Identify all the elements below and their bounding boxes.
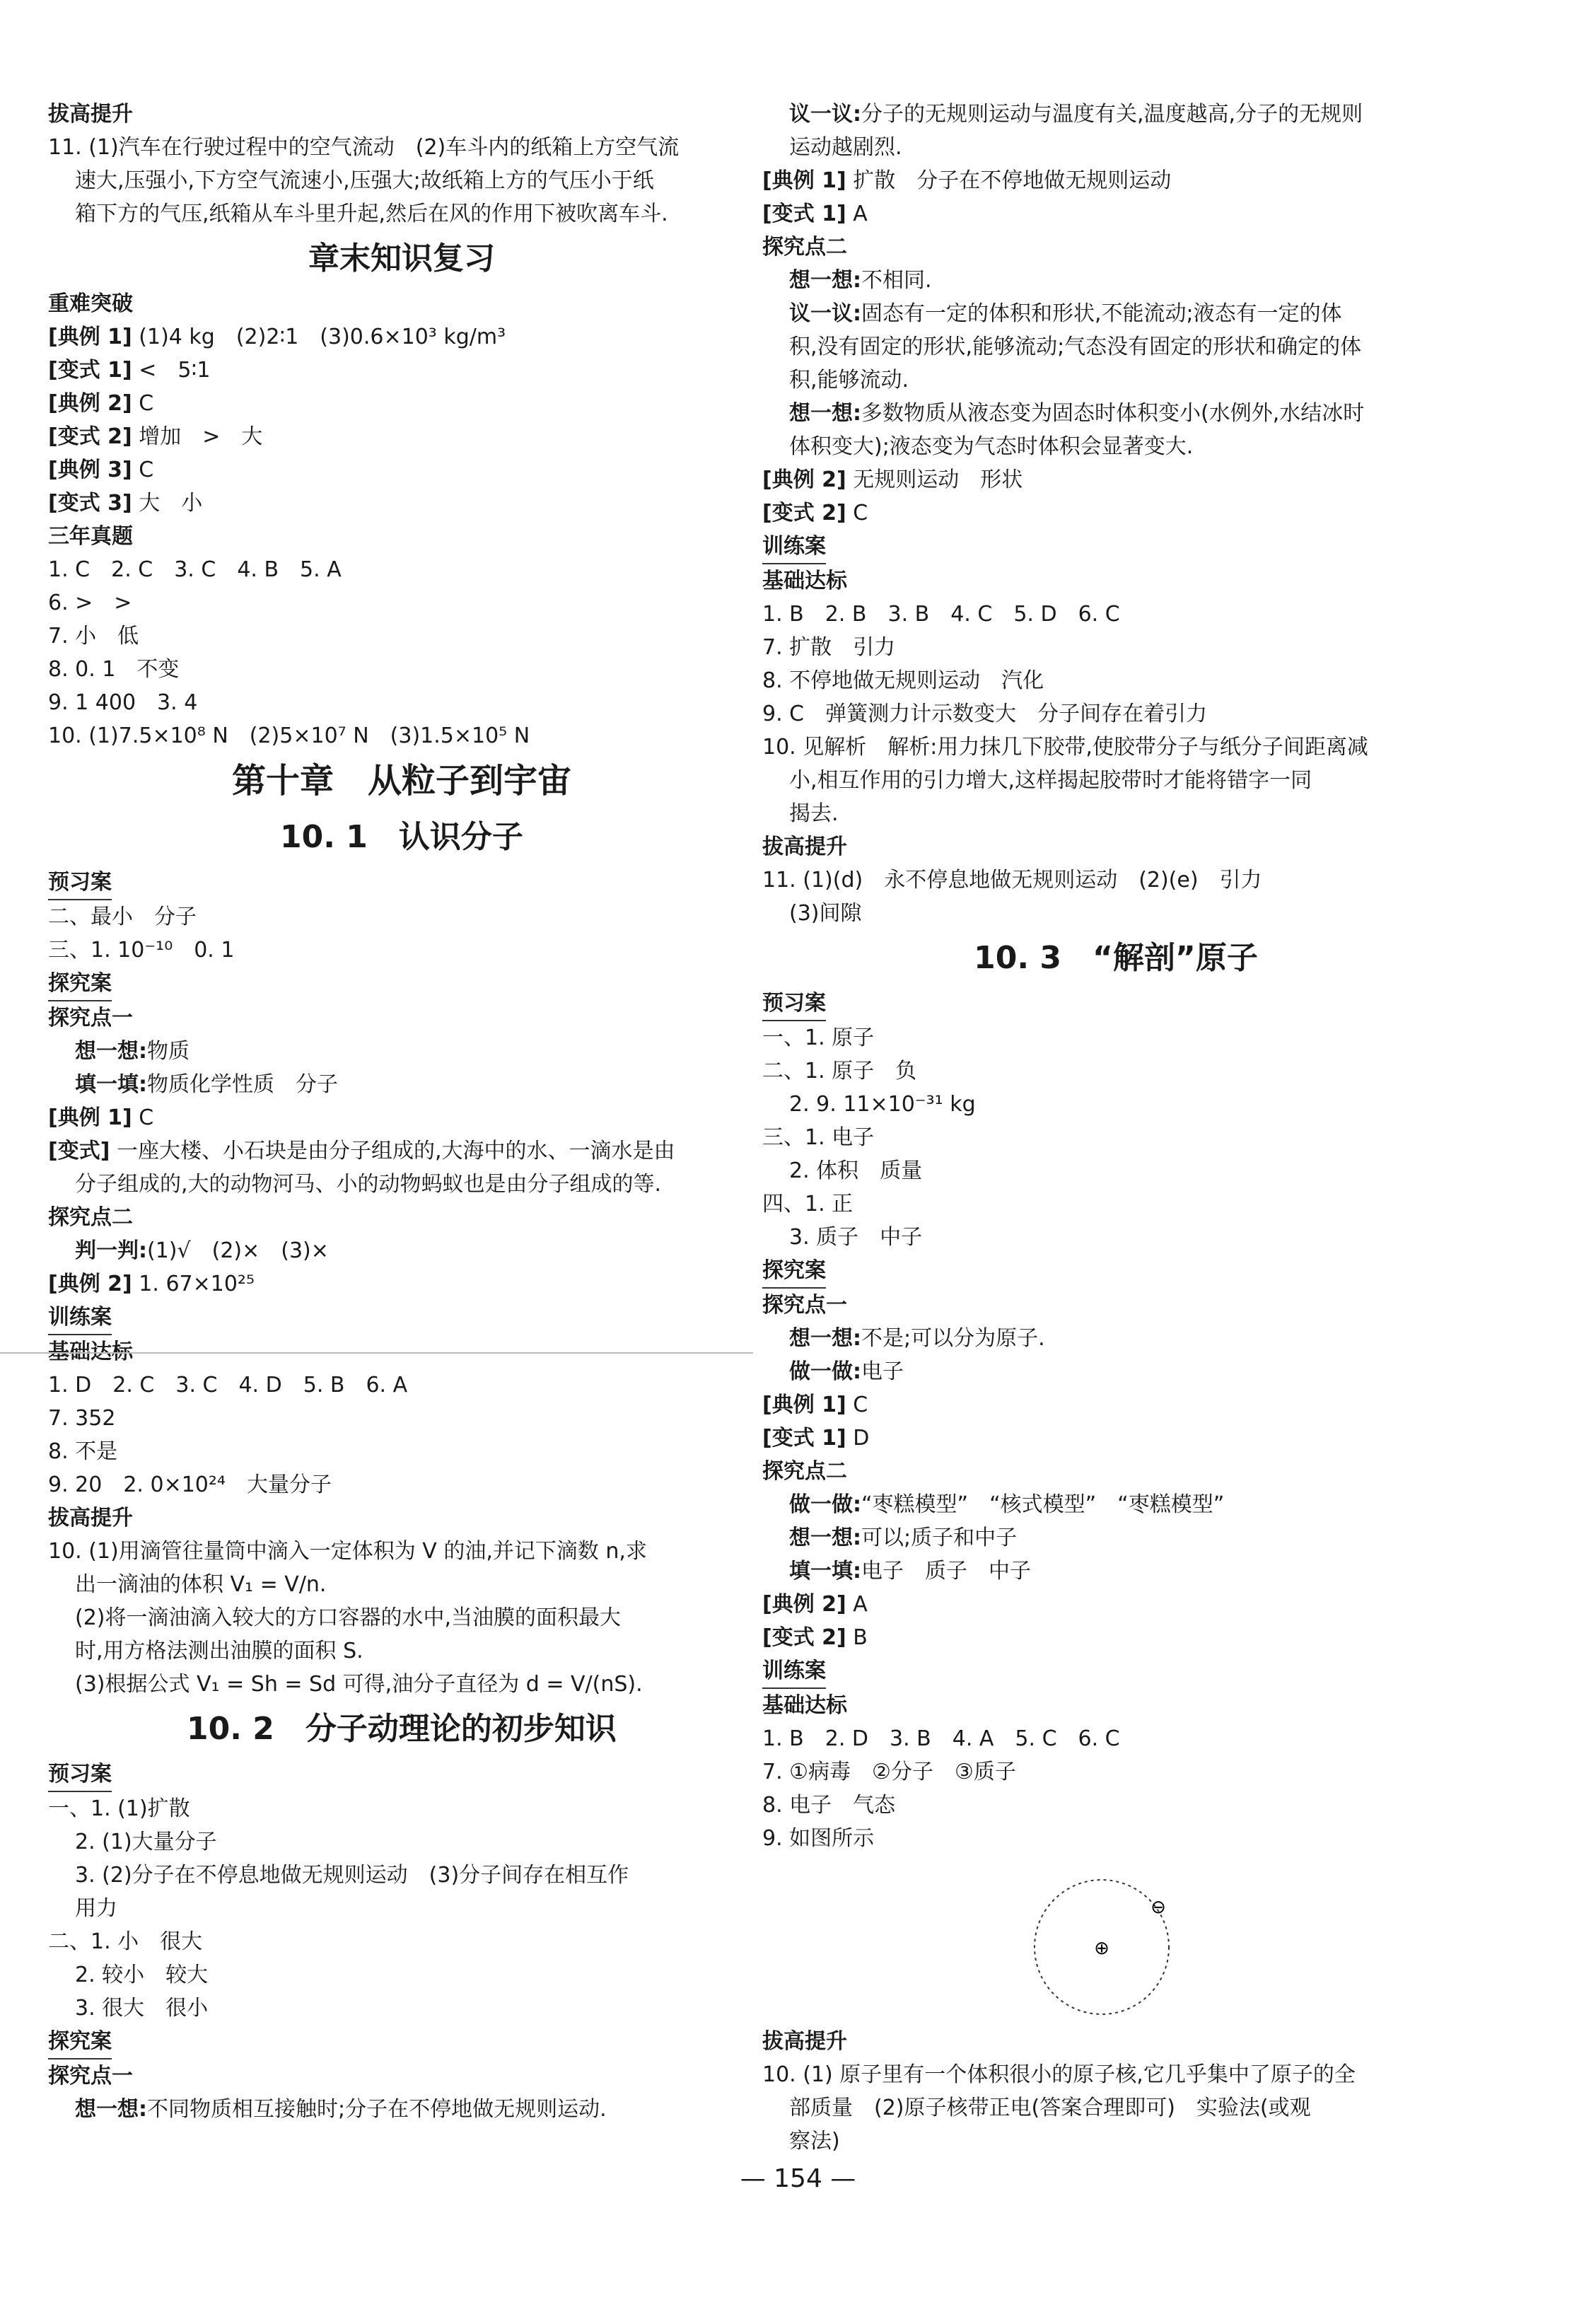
- section-heading: 章末知识复习: [308, 240, 495, 277]
- answer-label: 想一想:: [789, 1326, 861, 1351]
- answer-line: [48, 1234, 755, 1267]
- answer-line: [48, 1435, 755, 1468]
- answer-line: [48, 1925, 755, 1958]
- answer-label: [典例 1]: [762, 168, 846, 193]
- section-label: 探究点二: [762, 235, 847, 260]
- answer-line: [762, 297, 1469, 330]
- answer-text: 2. 9. 11×10⁻³¹ kg: [789, 1092, 976, 1117]
- section-label: 探究点一: [762, 1293, 847, 1318]
- answer-line: [762, 330, 1469, 364]
- answer-line: [48, 487, 755, 520]
- atom-model-diagram: [1024, 1869, 1179, 2025]
- answer-line: [48, 1535, 755, 1568]
- answer-label: 判一判:: [75, 1238, 147, 1263]
- section-tag-row: [48, 967, 755, 1001]
- answer-text: 7. 小 低: [48, 624, 139, 649]
- answer-text: “枣糕模型” “核式模型” “枣糕模型”: [861, 1492, 1225, 1517]
- answer-text: 增加 > 大: [132, 424, 263, 449]
- answer-line: [762, 430, 1469, 463]
- answer-text: 用力: [75, 1896, 117, 1921]
- answer-text: 8. 不停地做无规则运动 汽化: [762, 668, 1044, 693]
- answer-text: 不相同.: [861, 268, 932, 293]
- answer-text: 7. ①病毒 ②分子 ③质子: [762, 1760, 1016, 1784]
- answer-text: 三、1. 10⁻¹⁰ 0. 1: [48, 938, 235, 963]
- answer-label: 议一议:: [789, 102, 861, 127]
- answer-text: (3)根据公式 V₁ = Sh = Sd 可得,油分子直径为 d = V/(nS).: [75, 1672, 643, 1697]
- answer-label: [变式 2]: [48, 424, 132, 449]
- answer-text: 二、1. 原子 负: [762, 1059, 917, 1083]
- answer-text: 7. 扩散 引力: [762, 635, 896, 660]
- answer-line: [762, 496, 1469, 530]
- answer-line: [48, 1892, 755, 1925]
- answer-line: [762, 1422, 1469, 1455]
- scan-fold-line: [0, 1352, 753, 1354]
- answer-text: 电子 质子 中子: [861, 1559, 1031, 1584]
- answer-line: [48, 686, 755, 719]
- answer-label: [变式 2]: [762, 501, 846, 525]
- answer-text: 二、1. 小 很大: [48, 1929, 203, 1954]
- answer-label: 想一想:: [75, 2097, 147, 2122]
- answer-line: [48, 1634, 755, 1668]
- answer-line: [762, 897, 1469, 930]
- answer-line: [762, 1187, 1469, 1221]
- answer-line: [762, 2091, 1469, 2125]
- answer-line: [762, 1755, 1469, 1789]
- section-heading: 10. 2 分子动理论的初步知识: [187, 1711, 617, 1747]
- answer-label: [典例 1]: [762, 1393, 846, 1417]
- answer-text: 8. 不是: [48, 1439, 118, 1464]
- answer-text: B: [846, 1625, 868, 1650]
- answer-label: 想一想:: [789, 268, 861, 293]
- section-tag-row: [762, 1654, 1469, 1689]
- answer-text: 10. (1)7.5×10⁸ N (2)5×10⁷ N (3)1.5×10⁵ N: [48, 724, 530, 748]
- answer-line: [762, 463, 1469, 496]
- answer-line: [48, 131, 755, 164]
- answer-text: 运动越剧烈.: [789, 135, 902, 160]
- answer-text: 1. C 2. C 3. C 4. B 5. A: [48, 557, 342, 582]
- answer-text: 速大,压强小,下方空气流速小,压强大;故纸箱上方的气压小于纸: [75, 168, 654, 193]
- answer-text: 7. 352: [48, 1406, 116, 1431]
- answer-label: [典例 1]: [48, 325, 132, 349]
- answer-text: 一座大楼、小石块是由分子组成的,大海中的水、一滴水是由: [110, 1139, 675, 1163]
- answer-text: 11. (1)(d) 永不停息地做无规则运动 (2)(e) 引力: [762, 868, 1262, 893]
- answer-line: [762, 1154, 1469, 1187]
- answer-label: [变式 3]: [48, 491, 132, 516]
- answer-line: [48, 934, 755, 967]
- answer-text: 三、1. 电子: [762, 1125, 875, 1150]
- answer-text: (2)将一滴油滴入较大的方口容器的水中,当油膜的面积最大: [75, 1605, 622, 1630]
- answer-text: < 5∶1: [132, 358, 211, 383]
- answer-label: 填一填:: [75, 1072, 147, 1097]
- section-tag-row: [762, 530, 1469, 564]
- answer-line: [762, 697, 1469, 731]
- answer-line: [48, 719, 755, 753]
- answer-text: C: [132, 391, 154, 416]
- answer-text: 揭去.: [789, 801, 839, 826]
- answer-line: [762, 631, 1469, 664]
- answer-line: [48, 1668, 755, 1701]
- section-tag: 预习案: [48, 1757, 112, 1792]
- answer-text: C: [846, 1393, 868, 1417]
- section-label: 基础达标: [762, 569, 847, 593]
- answer-line: [762, 764, 1469, 797]
- answer-line: [48, 620, 755, 653]
- answer-text: 出一滴油的体积 V₁ = V/n.: [75, 1572, 327, 1597]
- answer-line: [762, 731, 1469, 764]
- section-tag: 训练案: [762, 1654, 826, 1689]
- answer-line: [762, 598, 1469, 631]
- answer-line: [762, 1054, 1469, 1088]
- answer-text: 积,没有固定的形状,能够流动;气态没有固定的形状和确定的体: [789, 335, 1362, 359]
- answer-line: [762, 131, 1469, 164]
- section-label: 探究点一: [48, 1006, 133, 1030]
- answer-text: A: [846, 1592, 868, 1617]
- answer-line: [762, 1121, 1469, 1154]
- section-label: 重难突破: [48, 291, 133, 316]
- answer-label: [变式 1]: [48, 358, 132, 383]
- answer-line: [48, 2093, 755, 2126]
- answer-label: 填一填:: [789, 1559, 861, 1584]
- answer-line: [762, 1521, 1469, 1555]
- answer-line: [48, 1792, 755, 1825]
- section-tag-row: [48, 2025, 755, 2059]
- section-tag-row: [762, 987, 1469, 1021]
- answer-text: 10. 见解析 解析:用力抹几下胶带,使胶带分子与纸分子间距离减: [762, 735, 1368, 760]
- page-number: — 154 —: [740, 2164, 856, 2193]
- answer-text: 大 小: [132, 491, 203, 516]
- answer-text: 1. D 2. C 3. C 4. D 5. B 6. A: [48, 1373, 408, 1398]
- answer-text: 扩散 分子在不停地做无规则运动: [846, 168, 1172, 193]
- answer-text: 6. > >: [48, 591, 132, 615]
- answer-line: [762, 364, 1469, 397]
- answer-text: 一、1. 原子: [762, 1026, 875, 1050]
- section-tag-row: [48, 866, 755, 900]
- answer-line: [48, 1369, 755, 1402]
- section-label: 拔高提升: [762, 2029, 847, 2054]
- answer-text: 2. 较小 较大: [75, 1963, 209, 1987]
- answer-line: [48, 1992, 755, 2025]
- answer-line: [762, 197, 1469, 231]
- answer-line: [48, 1068, 755, 1101]
- answer-line: [48, 1168, 755, 1201]
- answer-line: [762, 397, 1469, 430]
- answer-text: (1)√ (2)× (3)×: [147, 1238, 329, 1263]
- answer-text: 四、1. 正: [762, 1192, 854, 1216]
- answer-label: [典例 1]: [48, 1105, 132, 1130]
- answer-text: 2. (1)大量分子: [75, 1830, 217, 1854]
- answer-line: [48, 453, 755, 487]
- answer-line: [48, 553, 755, 586]
- answer-line: [48, 1568, 755, 1601]
- answer-line: [762, 1789, 1469, 1822]
- answer-line: [48, 1958, 755, 1992]
- section-label: 拔高提升: [48, 1506, 133, 1530]
- answer-line: [48, 1134, 755, 1168]
- answer-text: 1. B 2. D 3. B 4. A 5. C 6. C: [762, 1726, 1120, 1751]
- answer-text: 无规则运动 形状: [846, 467, 1023, 492]
- answer-line: [48, 653, 755, 686]
- answer-label: 做一做:: [789, 1492, 861, 1517]
- answer-label: [变式 1]: [762, 202, 846, 226]
- answer-text: A: [846, 202, 868, 226]
- answer-text: 9. C 弹簧测力计示数变大 分子间存在着引力: [762, 702, 1208, 726]
- answer-line: [762, 1221, 1469, 1254]
- answer-line: [762, 1388, 1469, 1422]
- answer-line: [48, 1468, 755, 1501]
- answer-text: 多数物质从液态变为固态时体积变小(水例外,水结冰时: [861, 401, 1365, 426]
- section-tag: 训练案: [48, 1301, 112, 1335]
- answer-line: [762, 1355, 1469, 1388]
- answer-text: C: [132, 1105, 154, 1130]
- section-label: 探究点二: [762, 1459, 847, 1484]
- answer-line: [762, 1621, 1469, 1654]
- section-label: 探究点一: [48, 2064, 133, 2088]
- answer-text: C: [846, 501, 868, 525]
- answer-text: 8. 电子 气态: [762, 1793, 896, 1818]
- answer-line: [48, 900, 755, 934]
- answer-text: 不是;可以分为原子.: [861, 1326, 1045, 1351]
- section-tag: 预习案: [762, 987, 826, 1021]
- answer-line: [762, 1088, 1469, 1121]
- answer-text: 3. (2)分子在不停息地做无规则运动 (3)分子间存在相互作: [75, 1863, 629, 1888]
- answer-label: [变式 2]: [762, 1625, 846, 1650]
- answer-line: [762, 1488, 1469, 1521]
- answer-text: 不同物质相互接触时;分子在不停地做无规则运动.: [147, 2097, 607, 2122]
- section-label: 探究点二: [48, 1205, 133, 1230]
- answer-text: 物质化学性质 分子: [147, 1072, 338, 1097]
- answer-line: [48, 420, 755, 453]
- section-tag: 探究案: [762, 1254, 826, 1289]
- answer-text: 3. 质子 中子: [789, 1225, 923, 1250]
- answer-line: [48, 1601, 755, 1634]
- answer-text: 固态有一定的体积和形状,不能流动;液态有一定的体: [861, 301, 1342, 326]
- answer-line: [762, 864, 1469, 897]
- answer-text: D: [846, 1426, 870, 1451]
- answer-text: 3. 很大 很小: [75, 1996, 209, 2021]
- answer-text: 小,相互作用的引力增大,这样揭起胶带时才能将错字一同: [789, 768, 1312, 793]
- answer-text: 电子: [861, 1359, 904, 1384]
- answer-line: [762, 1588, 1469, 1621]
- answer-text: 体积变大);液态变为气态时体积会显著变大.: [789, 434, 1194, 459]
- section-label: 拔高提升: [48, 102, 133, 127]
- answer-line: [48, 1825, 755, 1859]
- section-label: 基础达标: [762, 1693, 847, 1718]
- answer-text: 10. (1)用滴管往量筒中滴入一定体积为 V 的油,并记下滴数 n,求: [48, 1539, 647, 1564]
- answer-text: (3)间隙: [789, 901, 862, 926]
- answer-text: 1. 67×10²⁵: [132, 1272, 255, 1296]
- answer-line: [762, 2125, 1469, 2158]
- section-label: 三年真题: [48, 524, 133, 549]
- answer-line: [762, 1822, 1469, 1855]
- answer-line: [48, 387, 755, 420]
- answer-line: [48, 197, 755, 231]
- answer-text: 2. 体积 质量: [789, 1158, 923, 1183]
- answer-line: [762, 1722, 1469, 1755]
- answer-text: 箱下方的气压,纸箱从车斗里升起,然后在风的作用下被吹离车斗.: [75, 202, 668, 226]
- answer-label: [典例 2]: [762, 467, 846, 492]
- section-heading: 10. 1 认识分子: [280, 819, 523, 855]
- answer-line: [762, 164, 1469, 197]
- answer-line: [762, 264, 1469, 297]
- answer-text: 物质: [147, 1039, 190, 1064]
- answer-line: [762, 1555, 1469, 1588]
- answer-label: 议一议:: [789, 301, 861, 326]
- section-tag-row: [762, 1254, 1469, 1289]
- answer-text: 8. 0. 1 不变: [48, 657, 180, 682]
- answer-text: 察法): [789, 2129, 840, 2154]
- answer-line: [762, 1322, 1469, 1355]
- answer-line: [48, 1101, 755, 1134]
- answer-text: 1. B 2. B 3. B 4. C 5. D 6. C: [762, 602, 1120, 627]
- answer-label: [变式 1]: [762, 1426, 846, 1451]
- answer-line: [762, 797, 1469, 830]
- answer-label: [典例 2]: [48, 1272, 132, 1296]
- answer-line: [762, 2058, 1469, 2091]
- answer-line: [48, 1859, 755, 1892]
- answer-label: 想一想:: [789, 401, 861, 426]
- answer-label: 做一做:: [789, 1359, 861, 1384]
- answer-line: [762, 98, 1469, 131]
- answer-label: 想一想:: [75, 1039, 147, 1064]
- left-column: [48, 98, 755, 2126]
- answer-line: [48, 586, 755, 620]
- answer-label: [典例 2]: [762, 1592, 846, 1617]
- nucleus-symbol: ⊕: [1094, 1938, 1109, 1959]
- section-label: 基础达标: [48, 1340, 133, 1364]
- answer-line: [48, 1402, 755, 1435]
- answer-line: [762, 664, 1469, 697]
- answer-line: [48, 1035, 755, 1068]
- section-tag-row: [48, 1757, 755, 1792]
- answer-text: 11. (1)汽车在行驶过程中的空气流动 (2)车斗内的纸箱上方空气流: [48, 135, 680, 160]
- answer-text: 积,能够流动.: [789, 368, 909, 393]
- section-tag: 训练案: [762, 530, 826, 564]
- answer-label: [典例 3]: [48, 458, 132, 482]
- section-tag: 探究案: [48, 967, 112, 1001]
- section-label: 拔高提升: [762, 835, 847, 859]
- answer-text: 10. (1) 原子里有一个体积很小的原子核,它几乎集中了原子的全: [762, 2062, 1356, 2087]
- chapter-title: 第十章 从粒子到宇宙: [231, 761, 571, 801]
- right-column: [762, 98, 1469, 2158]
- answer-line: [48, 354, 755, 387]
- electron-symbol: ⊖: [1151, 1897, 1166, 1918]
- answer-text: 9. 如图所示: [762, 1826, 875, 1851]
- answer-text: 9. 1 400 3. 4: [48, 690, 198, 715]
- answer-text: 9. 20 2. 0×10²⁴ 大量分子: [48, 1472, 332, 1497]
- answer-line: [762, 1021, 1469, 1054]
- answer-text: 一、1. (1)扩散: [48, 1796, 190, 1821]
- answer-text: C: [132, 458, 154, 482]
- answer-text: 可以;质子和中子: [861, 1526, 1018, 1550]
- section-tag: 预习案: [48, 866, 112, 900]
- answer-label: [典例 2]: [48, 391, 132, 416]
- answer-label: 想一想:: [789, 1526, 861, 1550]
- answer-label: [变式]: [48, 1139, 110, 1163]
- section-tag-row: [48, 1301, 755, 1335]
- answer-text: 分子的无规则运动与温度有关,温度越高,分子的无规则: [861, 102, 1363, 127]
- answer-text: 部质量 (2)原子核带正电(答案合理即可) 实验法(或观: [789, 2096, 1311, 2120]
- section-heading: 10. 3 “解剖”原子: [974, 940, 1258, 976]
- answer-line: [48, 164, 755, 197]
- answer-text: 时,用方格法测出油膜的面积 S.: [75, 1639, 363, 1663]
- answer-line: [48, 320, 755, 354]
- answer-text: (1)4 kg (2)2∶1 (3)0.6×10³ kg/m³: [132, 325, 506, 349]
- section-tag: 探究案: [48, 2025, 112, 2059]
- answer-text: 分子组成的,大的动物河马、小的动物蚂蚁也是由分子组成的等.: [75, 1172, 662, 1197]
- answer-text: 二、最小 分子: [48, 905, 197, 929]
- answer-line: [48, 1267, 755, 1301]
